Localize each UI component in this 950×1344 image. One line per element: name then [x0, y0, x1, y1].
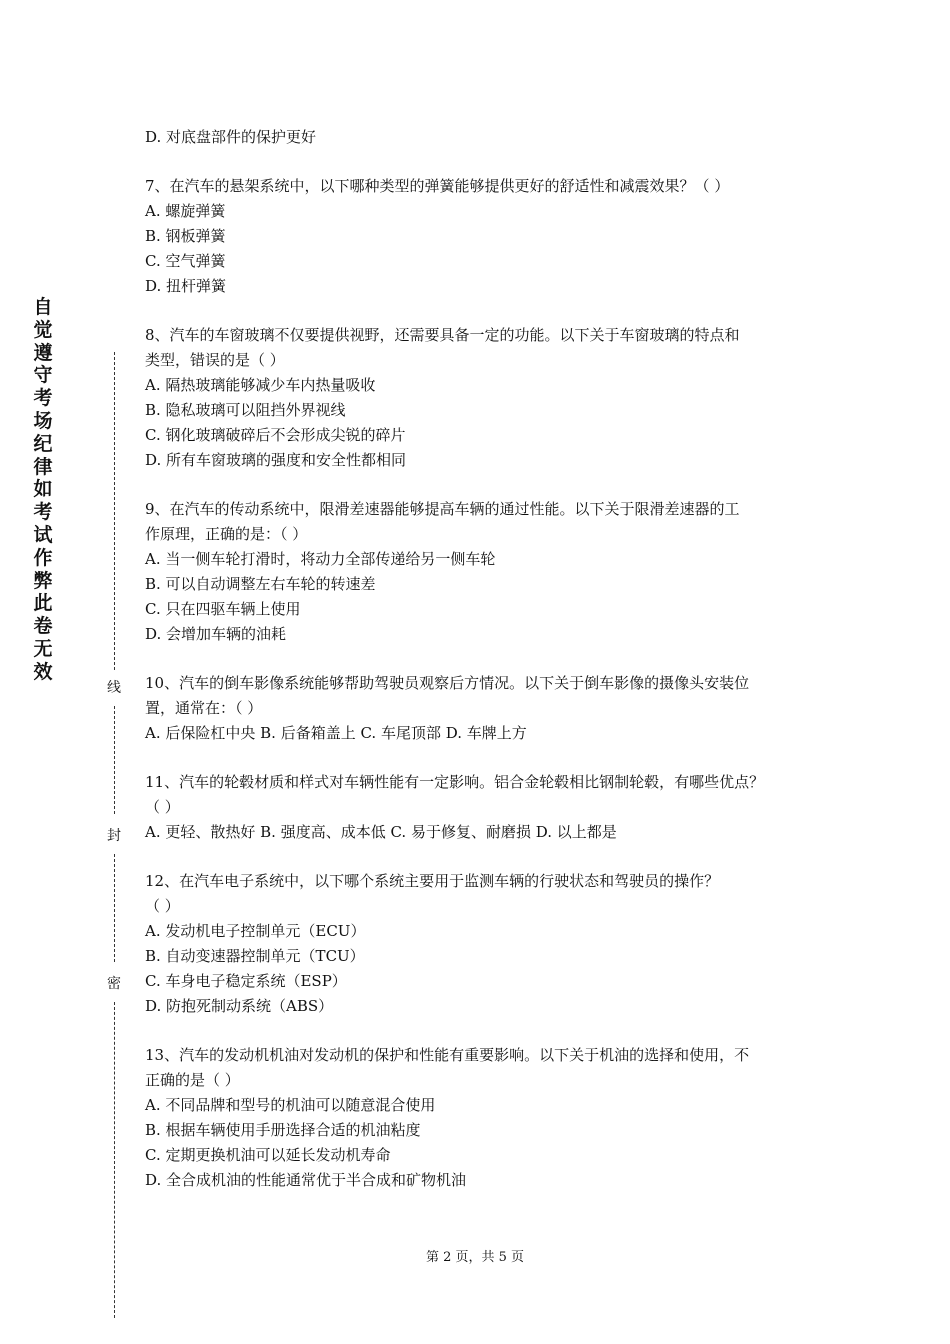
- question-12: [145, 869, 823, 1019]
- option-line: A. 不同品牌和型号的机油可以随意混合使用: [145, 1096, 436, 1114]
- question-text: 8、汽车的车窗玻璃不仅要提供视野，还需要具备一定的功能。以下关于车窗玻璃的特点和: [145, 326, 740, 344]
- option-line: B. 自动变速器控制单元（TCU）: [145, 947, 365, 965]
- question-text: 12、在汽车电子系统中，以下哪个系统主要用于监测车辆的行驶状态和驾驶员的操作？: [145, 872, 720, 890]
- option-line: C. 车身电子稳定系统（ESP）: [145, 972, 347, 990]
- question-text: 作原理，正确的是：（ ）: [145, 525, 308, 543]
- option-line: A. 发动机电子控制单元（ECU）: [145, 922, 366, 940]
- question-area: [145, 125, 823, 1217]
- option-line: C. 空气弹簧: [145, 252, 226, 270]
- binding-mark-xian: 线: [107, 680, 121, 696]
- option-line: D. 所有车窗玻璃的强度和安全性都相同: [145, 451, 407, 469]
- question-text: 7、在汽车的悬架系统中，以下哪种类型的弹簧能够提供更好的舒适性和减震效果？（ ）: [145, 177, 730, 195]
- question-10: [145, 671, 823, 746]
- question-text: 10、汽车的倒车影像系统能够帮助驾驶员观察后方情况。以下关于倒车影像的摄像头安装位: [145, 674, 750, 692]
- binding-mark-feng: 封: [107, 828, 121, 844]
- option-line: D. 全合成机油的性能通常优于半合成和矿物机油: [145, 1171, 467, 1189]
- option-line: D. 防抱死制动系统（ABS）: [145, 997, 334, 1015]
- question-text: 正确的是（ ）: [145, 1071, 240, 1089]
- question-text: （ ）: [145, 798, 180, 816]
- binding-line-segment: [114, 706, 115, 814]
- question-text: 9、在汽车的传动系统中，限滑差速器能够提高车辆的通过性能。以下关于限滑差速器的工: [145, 500, 740, 518]
- option-line: B. 可以自动调整左右车轮的转速差: [145, 575, 376, 593]
- option-line: D. 会增加车辆的油耗: [145, 625, 287, 643]
- question-7: [145, 174, 823, 299]
- option-line: A. 当一侧车轮打滑时，将动力全部传递给另一侧车轮: [145, 550, 496, 568]
- option-line: C. 钢化玻璃破碎后不会形成尖锐的碎片: [145, 426, 406, 444]
- question-13: [145, 1043, 823, 1193]
- exam-discipline-notice: 自觉遵守考场纪律如考试作弊此卷无效: [33, 296, 53, 683]
- question-text: 类型，错误的是（ ）: [145, 351, 285, 369]
- question-8: [145, 323, 823, 473]
- option-line: B. 隐私玻璃可以阻挡外界视线: [145, 401, 346, 419]
- question-text: 11、汽车的轮毂材质和样式对车辆性能有一定影响。铝合金轮毂相比钢制轮毂，有哪些优点？: [145, 773, 765, 791]
- option-line: B. 根据车辆使用手册选择合适的机油粘度: [145, 1121, 421, 1139]
- option-line: D. 扭杆弹簧: [145, 277, 227, 295]
- question-text: 置，通常在：（ ）: [145, 699, 263, 717]
- option-line: C. 只在四驱车辆上使用: [145, 600, 301, 618]
- question-text: 13、汽车的发动机机油对发动机的保护和性能有重要影响。以下关于机油的选择和使用，不: [145, 1046, 750, 1064]
- continued-option-block: [145, 125, 823, 150]
- question-11: [145, 770, 823, 845]
- binding-line-segment: [114, 854, 115, 962]
- option-line: C. 定期更换机油可以延长发动机寿命: [145, 1146, 391, 1164]
- question-text: （ ）: [145, 897, 180, 915]
- binding-line-segment: [114, 1002, 115, 1318]
- option-line: D. 对底盘部件的保护更好: [145, 128, 317, 146]
- page-number: 第 2 页，共 5 页: [425, 1250, 525, 1265]
- binding-mark-mi: 密: [107, 976, 121, 992]
- binding-line-segment: [114, 352, 115, 670]
- question-9: [145, 497, 823, 647]
- option-line: A. 隔热玻璃能够减少车内热量吸收: [145, 376, 376, 394]
- option-line: A. 后保险杠中央 B. 后备箱盖上 C. 车尾顶部 D. 车牌上方: [145, 724, 527, 742]
- option-line: B. 钢板弹簧: [145, 227, 226, 245]
- option-line: A. 更轻、散热好 B. 强度高、成本低 C. 易于修复、耐磨损 D. 以上都是: [145, 823, 617, 841]
- option-line: A. 螺旋弹簧: [145, 202, 226, 220]
